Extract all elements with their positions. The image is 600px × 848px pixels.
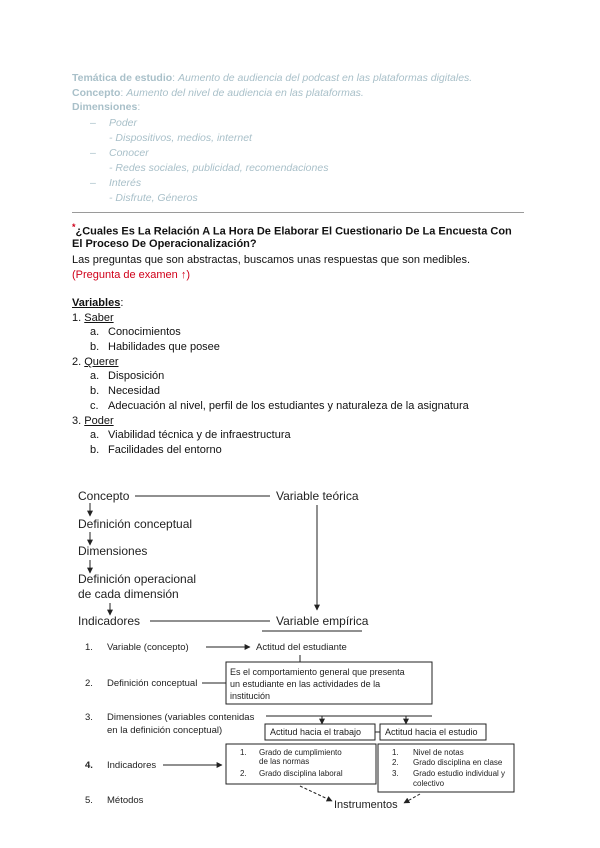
list-item-text: Adecuación al nivel, perfil de los estudiantes y naturaleza de la asignatura	[108, 400, 469, 412]
tematica-line: Temática de estudio: Aumento de audiencia del podcast en las plataformas digitales.	[72, 72, 473, 84]
row-label: en la definición conceptual)	[107, 725, 223, 736]
list-item-text: Conocimientos	[108, 326, 181, 338]
row-num: 3.	[85, 712, 93, 723]
group-poder: 3. Poder	[72, 415, 114, 427]
list-item: b.	[90, 341, 100, 353]
exam-note: (Pregunta de examen ↑)	[72, 269, 191, 281]
ind-text: Nivel de notas	[413, 748, 464, 757]
ind-num: 3.	[392, 769, 399, 778]
dashed-arrow	[300, 786, 332, 801]
list-item-text: Necesidad	[108, 385, 160, 397]
definicion-text: Es el comportamiento general que presenta	[230, 667, 405, 677]
ind-text: Grado disciplina laboral	[259, 769, 343, 778]
concepto-line: Concepto: Aumento del nivel de audiencia en las plataformas.	[72, 87, 364, 99]
concepto-value: Aumento del nivel de audiencia en las plataformas.	[126, 87, 364, 99]
ind-text: colectivo	[413, 779, 445, 788]
ind-num: 1.	[392, 748, 399, 757]
row-num: 1.	[85, 642, 93, 653]
row-label: Métodos	[107, 795, 144, 806]
flow-variable-empirica: Variable empírica	[276, 614, 369, 628]
ind-text: Grado de cumplimiento	[259, 748, 342, 757]
dimensiones-line: Dimensiones:	[72, 101, 141, 113]
flow-definicion-conceptual: Definición conceptual	[78, 517, 193, 531]
dim-item: –	[90, 117, 96, 129]
row-num: 5.	[85, 795, 93, 806]
definicion-text: institución	[230, 691, 271, 701]
tematica-label: Temática de estudio	[72, 72, 173, 84]
dim-name: Conocer	[109, 147, 149, 159]
question-answer: Las preguntas que son abstractas, buscamos unas respuestas que son medibles.	[72, 254, 471, 266]
definicion-text: un estudiante en las actividades de la	[230, 679, 381, 689]
list-item-text: Viabilidad técnica y de infraestructura	[108, 429, 291, 441]
list-item-text: Disposición	[108, 370, 165, 382]
asterisk: *	[72, 222, 76, 232]
flow-variable-teorica: Variable teórica	[276, 489, 359, 503]
row-label: Dimensiones (variables contenidas	[107, 712, 255, 723]
flow-indicadores: Indicadores	[78, 614, 141, 628]
row-label: Variable (concepto)	[107, 642, 189, 653]
group-saber: 1. Saber	[72, 312, 114, 324]
dim-detail: - Redes sociales, publicidad, recomendaciones	[109, 162, 329, 174]
operacionalizacion-diagram	[0, 470, 600, 848]
dim-estudio: Actitud hacia el estudio	[385, 727, 478, 737]
list-item-text: Facilidades del entorno	[108, 444, 222, 456]
question-line-2: El Proceso De Operacionalización?	[72, 238, 257, 250]
flow-dimensiones: Dimensiones	[78, 544, 148, 558]
ind-text: Grado estudio individual y	[413, 769, 506, 778]
group-querer: 2. Querer	[72, 356, 119, 368]
dim-name: Poder	[109, 117, 138, 129]
ind-num: 1.	[240, 748, 247, 757]
row-num: 2.	[85, 678, 93, 689]
list-item: b.	[90, 385, 100, 397]
dim-item: –	[90, 177, 96, 189]
dim-trabajo: Actitud hacia el trabajo	[270, 727, 362, 737]
row-label: Indicadores	[107, 760, 157, 771]
list-item: b.	[90, 444, 100, 456]
ind-text: Grado disciplina en clase	[413, 758, 503, 767]
flow-concepto: Concepto	[78, 489, 130, 503]
list-item: c.	[90, 400, 99, 412]
dim-name: Interés	[109, 177, 142, 189]
ind-num: 2.	[240, 769, 247, 778]
dim-detail: - Dispositivos, medios, internet	[109, 132, 252, 144]
instrumentos: Instrumentos	[334, 799, 398, 811]
ind-num: 2.	[392, 758, 399, 767]
list-item: a.	[90, 326, 100, 338]
list-item: a.	[90, 429, 100, 441]
dim-item: –	[90, 147, 96, 159]
flow-def-operacional-2: de cada dimensión	[78, 587, 179, 601]
dashed-arrow	[404, 794, 420, 803]
variables-title: Variables:	[72, 297, 124, 309]
ind-text: de las normas	[259, 757, 310, 766]
row-label: Definición conceptual	[107, 678, 198, 689]
actitud-estudiante: Actitud del estudiante	[256, 642, 347, 653]
dimensiones-label: Dimensiones	[72, 101, 138, 113]
list-item-text: Habilidades que posee	[108, 341, 220, 353]
question-line-1: *¿Cuales Es La Relación A La Hora De Elaborar El Cuestionario De La Encuesta Con	[72, 222, 512, 238]
flow-def-operacional-1: Definición operacional	[78, 572, 197, 586]
row-num: 4.	[85, 760, 93, 771]
divider	[72, 212, 524, 213]
dim-detail: - Disfrute, Géneros	[109, 192, 198, 204]
list-item: a.	[90, 370, 100, 382]
concepto-label: Concepto	[72, 87, 121, 99]
tematica-value: Aumento de audiencia del podcast en las plataformas digitales.	[178, 72, 473, 84]
